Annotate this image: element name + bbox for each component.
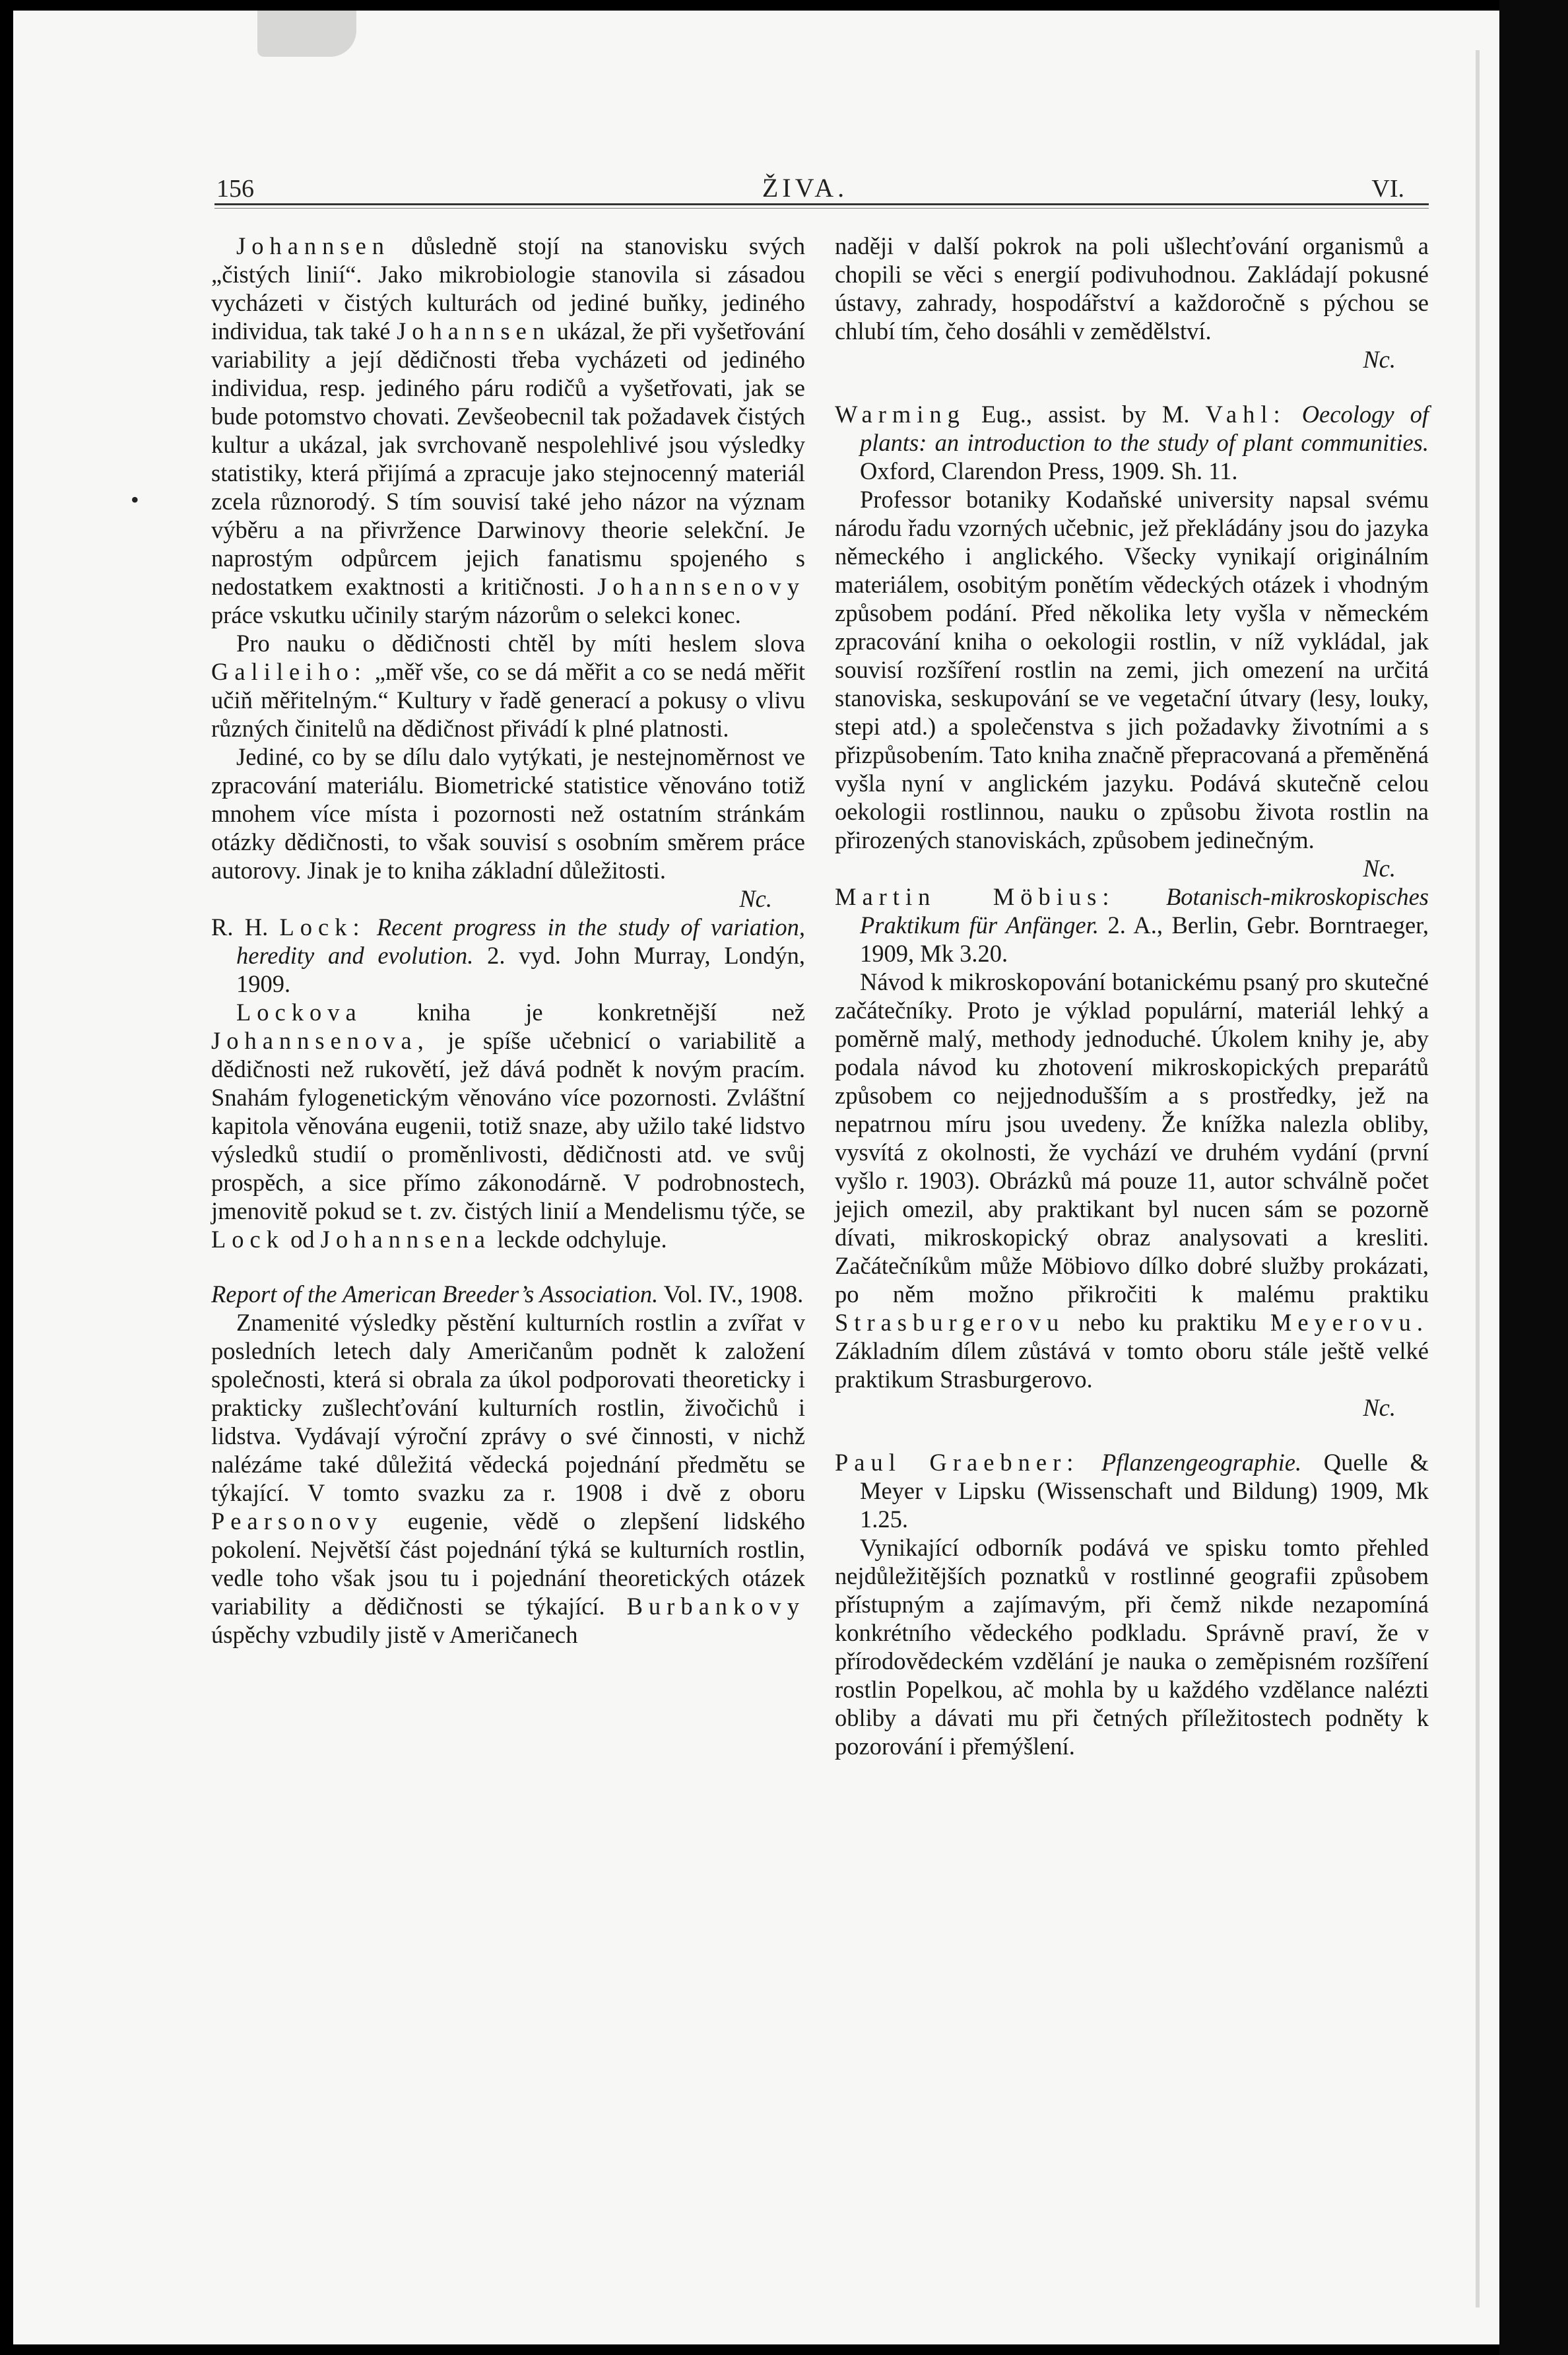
author-name: Lock: <box>279 913 366 941</box>
author-name: Paul Graebner: <box>835 1449 1080 1476</box>
scan-border <box>1499 0 1568 2355</box>
book-title: Pflanzengeographie. <box>1101 1449 1302 1476</box>
review-heading <box>835 882 1429 968</box>
reviewer-signature: Nc. <box>739 885 772 912</box>
author-name: Johannsenova, <box>211 1027 430 1054</box>
left-column <box>211 232 805 1649</box>
book-title: Recent progress in the study of variation, heredity and evolution. <box>236 913 806 969</box>
page-number: 156 <box>216 175 254 203</box>
book-title: Oecology of plants: an introduction to the study of plant communities. <box>860 401 1429 456</box>
running-header <box>198 162 1412 209</box>
book-title: Botanisch-mikroskopisches Praktikum für Anfänger. <box>860 883 1429 939</box>
paragraph: Lockova kniha je konkretnější než Johannsenova, je spíše učebnicí o variabilitě a dědičnosti než rukovětí, jež dává podnět k novým pracím. Snahám fylogenetickým věnováno více pozornosti. Zvláštní kapitola věnována eugenii, totiž snaze, aby užilo také lidstvo výsledků studií o proměnlivosti, dědičnosti atd. ve svůj prospěch, a sice přímo zákonodárně. V podrobnostech, jmenovitě pokud se t. zv. čistých linií a Mendelismu týče, se Lock od Johannsena leckde odchyluje. <box>211 999 806 1253</box>
reviewer-signature: Nc. <box>1363 855 1396 882</box>
paragraph: Návod k mikroskopování botanickému psaný pro skutečné začátečníky. Proto je výklad populární, materiál lehký a poměrně malý, methody jednoduché. Úkolem knihy je, aby podala návod ku zhotovení mikroskopických preparátů způsobem co nejjednodušším a s prostředky, jež na nepatrnou míru jsou uvedeny. Že knížka nalezla obliby, vysvítá z okolnosti, že vychází ve druhém vydání (první vyšlo r. 1903). Obrázků má pouze 11, autor schválně počet jejich omezil, aby praktikant byl nucen sám se pozorně dívati, mikroskopický obraz analysovati a kresliti. Začátečníkům může Möbiovo dílko dobré služby prokázati, po něm možno přikročiti k malému praktiku Strasburgerovu nebo ku praktiku Meyerovu. Základním dílem zůstává v tomto oboru stále ještě velké praktikum Strasburgerovo. <box>835 968 1429 1393</box>
scan-smudge <box>257 11 356 57</box>
header-rule <box>214 203 1429 205</box>
review-heading <box>211 1280 805 1308</box>
book-page <box>13 11 1499 2344</box>
paragraph: Vynikající odborník podává ve spisku tomto přehled nejdůležitějších poznatků v rostlinné geografii způsobem přístupným a zajímavým, při čemž nikde nezapomíná konkrétního vědeckého podkladu. Správně praví, že v přírodovědeckém vzdělání je nauka o zeměpisném rozšíření rostlin Popelkou, ač mohla by u každého vzdělance nalézti obliby a dávati mu při četných příležitostech podněty k pozorování i přemýšlení. <box>835 1534 1429 1760</box>
author-name: Johannsenovy <box>597 573 805 600</box>
header-rule-thin <box>214 208 1429 209</box>
volume-number: VI. <box>1371 175 1404 203</box>
paragraph: Johannsen důsledně stojí na stanovisku svých „čistých linií“. Jako mikrobiologie stanovila si zásadou vycházeti v čistých kulturách od jediné buňky, jediného individua, tak také Johannsen ukázal, že při vyšetřování variability a její dědičnosti třeba vycházeti od jediného individua, resp. jediného páru rodičů a vyšetřovati, jak se bude potomstvo chovati. Zevšeobecnil tak požadavek čistých kultur a ukázal, jak svrchovaně nespolehlivé jsou výsledky statistiky, která přijímá a zpracuje jako stejnocenný materiál zcela různorodý. S tím souvisí také jeho názor na význam výběru a na přivržence Darwinovy theorie selekční. Je naprostým odpůrcem jejich fanatismu spojeného s nedostatkem exaktnosti a kritičnosti. Johannsenovy práce vskutku učinily starým názorům o selekci konec. <box>211 232 806 628</box>
paragraph: Pro nauku o dědičnosti chtěl by míti heslem slova Galileiho: „měř vše, co se dá měřit a co se nedá měřit učiň měřitelným.“ Kultury v řadě generací a pokusy o vlivu různých činitelů na dědičnost přivádí k plné platnosti. <box>211 630 806 742</box>
author-name: Lockova <box>236 999 362 1026</box>
page-edge-line <box>1476 50 1480 2307</box>
review-heading: R. H. Lock: Recent progress in the study of variation, heredity and evolution. 2. vyd. John Murray, Londýn, 1909. <box>211 913 806 997</box>
paragraph: Jediné, co by se dílu dalo vytýkati, je nestejnoměrnost ve zpracování materiálu. Biometrické statistice věnováno totiž mnohem více místa i pozornosti než ostatním stránkám otázky dědičnosti, to však souvisí s osobním směrem práce autorovy. Jinak je to kniha základní důležitosti. <box>211 743 805 884</box>
book-title: Report of the American Breeder’s Association. <box>211 1280 659 1308</box>
author-name: Johannsena <box>320 1226 492 1253</box>
paragraph: Professor botaniky Kodaňské university napsal svému národu řadu vzorných učebnic, jež překládány jsou do jazyka německého i anglického. Všecky vynikají originálním materiálem, osobitým ponětím vědeckých otázek i vhodným způsobem podání. Před několika lety vyšla v německém zpracování kniha o oekologii rostlin, v níž vykládal, jak souvisí rozšíření rostlin na zemi, jich omezení na určitá stanoviska, seskupování se ve vegetační útvary (lesy, louky, stepi atd.) a společenstva s jich požadavky životními a s přizpůsobením. Tato kniha značně přepracovaná a přeměněná vyšla nyní v anglickém jazyku. Podává skutečně celou oekologii rostlinnou, nauku o způsobu života rostlin na přirozených stanoviskách, způsobem jedinečným. <box>835 486 1429 853</box>
review-heading <box>835 1448 1429 1533</box>
author-name: Martin Möbius: <box>835 883 1115 910</box>
reviewer-signature: Nc. <box>1363 1394 1396 1421</box>
paragraph: naději v další pokrok na poli ušlechťování organismů a chopili se věci s energií podivuhodnou. Zakládají pokusné ústavy, zahrady, hospodářství a každoročně s pýchou se chlubí tím, čeho dosáhli v zemědělství. <box>835 232 1429 345</box>
journal-title: ŽIVA. <box>762 173 849 203</box>
author-name: Burbankovy <box>626 1593 806 1620</box>
margin-mark: • <box>131 486 139 513</box>
author-name: Warming <box>835 401 965 428</box>
paragraph: Znamenité výsledky pěstění kulturních rostlin a zvířat v posledních letech daly Američanům podnět k založení společnosti, která si obrala za úkol podporovati theoreticky i prakticky zušlechťování kulturních rostlin, živočichů i lidstva. Vydávají výroční zprávy o své činnosti, v nichž nalézáme také důležitá vědecká pojednání předmětu se týkající. V tomto svazku za r. 1908 i dvě z oboru Pearsonovy eugenie, vědě o zlepšení lidského pokolení. Největší část pojednání týká se kulturních rostlin, vedle toho však jsou tu i pojednání theoretických otázek variability a dědičnosti se týkající. Burbankovy úspěchy vzbudily jistě v Američanech <box>211 1309 806 1648</box>
reviewer-signature: Nc. <box>1363 346 1396 373</box>
publication-info: 2. vyd. John Murray, Londýn, 1909. <box>236 942 806 997</box>
publication-info: Oxford, Clarendon Press, 1909. Sh. 11. <box>860 457 1238 484</box>
author-name: Johannsen <box>397 317 551 345</box>
author-name: Vahl: <box>1205 401 1286 428</box>
author-name: Lock <box>211 1226 284 1253</box>
publication-info: 2. A., Berlin, Gebr. Borntraeger, 1909, Mk 3.20. <box>860 912 1429 967</box>
author-name: Meyerovu. <box>1270 1309 1429 1336</box>
author-name: Johannsen <box>236 232 391 259</box>
publication-info: Vol. IV., 1908. <box>663 1280 804 1308</box>
person-name: Galileiho: <box>211 658 367 685</box>
right-column <box>835 232 1429 1760</box>
publication-info: Quelle & Meyer v Lipsku (Wissenschaft und Bildung) 1909, Mk 1.25. <box>860 1449 1429 1533</box>
author-name: Pearsonovy <box>211 1508 383 1535</box>
review-heading: Warming Eug., assist. by M. Vahl: Oecology of plants: an introduction to the study of plant communities. Oxford, Clarendon Press, 1909. Sh. 11. <box>835 401 1429 484</box>
author-name: Strasburgerovu <box>835 1309 1065 1336</box>
